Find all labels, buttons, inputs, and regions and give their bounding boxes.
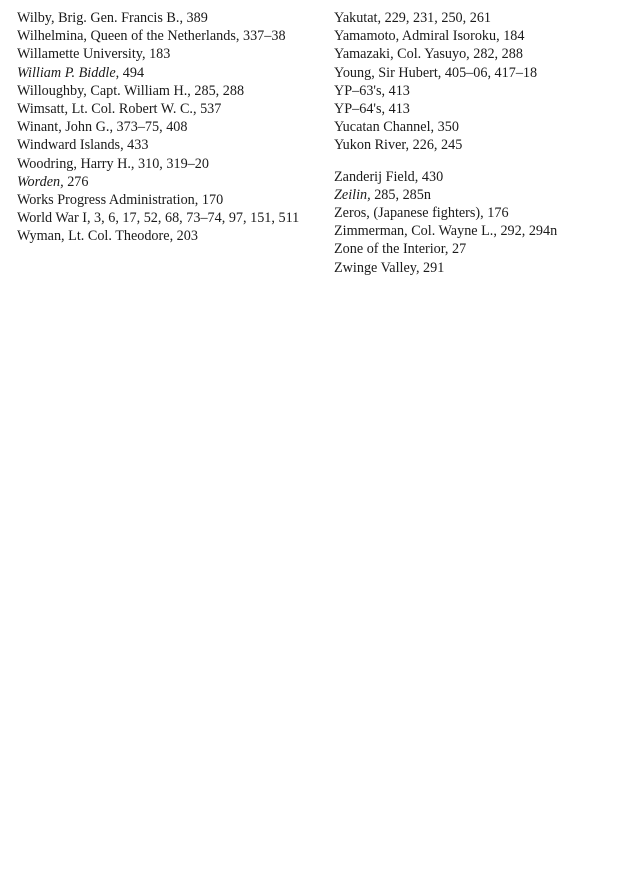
index-page-refs: , 433 xyxy=(120,137,149,154)
index-page-refs: 285, 285n xyxy=(370,186,431,203)
index-column-right xyxy=(334,9,634,277)
index-term: Winant, John G. xyxy=(17,119,110,136)
index-entry xyxy=(17,173,329,191)
index-term: World War I xyxy=(17,210,87,227)
index-entry xyxy=(334,82,634,100)
index-entry xyxy=(334,186,634,204)
index-term: Yakutat xyxy=(334,10,378,26)
index-term: Willamette University xyxy=(17,46,142,63)
index-term: Young, Sir Hubert xyxy=(334,64,438,81)
index-page-refs: , 226, 245 xyxy=(405,137,463,154)
index-entry xyxy=(17,136,329,154)
index-term: Willoughby, Capt. William H. xyxy=(17,82,188,99)
index-entry xyxy=(334,45,634,63)
index-page-refs: 276 xyxy=(63,173,89,190)
index-page-refs: , 291 xyxy=(415,259,445,276)
index-term: Worden, xyxy=(17,173,64,190)
index-page-refs: , 285, 288 xyxy=(187,82,245,99)
index-term: Zanderij Field xyxy=(334,168,415,185)
index-page-refs: , 413 xyxy=(381,82,410,99)
index-entry xyxy=(334,259,634,277)
index-page-refs: , 389 xyxy=(179,10,208,26)
index-entry xyxy=(17,209,329,227)
index-entry xyxy=(17,45,329,63)
index-page-refs: , 184 xyxy=(496,28,525,45)
index-entry xyxy=(334,118,634,136)
index-term: Wyman, Lt. Col. Theodore xyxy=(17,228,170,245)
index-term: William P. Biddle xyxy=(17,64,116,81)
index-term: Wilby, Brig. Gen. Francis B. xyxy=(17,10,180,26)
index-entry xyxy=(17,100,329,118)
index-entry xyxy=(334,204,634,222)
index-term: YP–63's xyxy=(334,82,382,99)
index-entry xyxy=(334,222,634,240)
index-entry xyxy=(334,9,634,27)
index-page-refs: , 337–38 xyxy=(235,28,286,45)
index-entry xyxy=(17,82,329,100)
index-term: Windward Islands xyxy=(17,137,121,154)
index-page-refs: , 430 xyxy=(414,168,444,185)
index-term: YP–64's xyxy=(334,101,382,118)
index-page-refs: , 183 xyxy=(141,46,171,63)
index-entry xyxy=(334,136,634,154)
index-entry xyxy=(17,191,329,209)
index-page-refs: , 282, 288 xyxy=(466,46,523,63)
index-term: Zeilin, xyxy=(334,186,371,203)
index-term: Works Progress Administration xyxy=(17,192,195,209)
index-term: Zone of the Interior xyxy=(334,241,445,258)
index-page-refs: , 494 xyxy=(115,64,145,81)
index-entry xyxy=(17,9,329,27)
index-page-refs: , 176 xyxy=(480,205,509,222)
index-term: Zwinge Valley xyxy=(334,259,416,276)
index-term: Zeros, (Japanese fighters) xyxy=(334,205,481,222)
index-entry xyxy=(334,64,634,82)
index-term: Yukon River xyxy=(334,137,406,154)
letter-group-gap xyxy=(334,155,634,168)
index-entry xyxy=(17,64,329,82)
index-term: Yucatan Channel xyxy=(334,119,431,136)
index-term: Wimsatt, Lt. Col. Robert W. C. xyxy=(17,101,193,118)
index-page-refs: , 27 xyxy=(444,241,467,258)
index-entry xyxy=(334,168,634,186)
index-page-refs: , 203 xyxy=(169,228,198,245)
index-entry xyxy=(17,27,329,45)
index-page-refs: , 537 xyxy=(192,101,222,118)
index-entry xyxy=(334,100,634,118)
index-column-left xyxy=(17,9,329,246)
index-term: Yamamoto, Admiral Isoroku xyxy=(334,28,497,45)
index-page-refs: , 3, 6, 17, 52, 68, 73–74, 97, 151, 511 xyxy=(86,210,300,227)
index-page-refs: , 373–75, 408 xyxy=(109,119,188,136)
index-entry xyxy=(334,240,634,258)
index-entry xyxy=(17,118,329,136)
index-page-refs: , 413 xyxy=(381,101,410,118)
index-entry xyxy=(17,155,329,173)
index-page-refs: , 405–06, 417–18 xyxy=(437,64,538,81)
index-term: Yamazaki, Col. Yasuyo xyxy=(334,46,467,63)
index-page-refs: , 350 xyxy=(430,119,459,136)
index-term: Zimmerman, Col. Wayne L. xyxy=(334,223,494,240)
index-term: Wilhelmina, Queen of the Netherlands xyxy=(17,28,236,45)
index-page-refs: , 170 xyxy=(194,192,224,209)
index-page-refs: , 310, 319–20 xyxy=(130,155,209,172)
index-term: Woodring, Harry H. xyxy=(17,155,131,172)
index-page-refs: , 292, 294n xyxy=(493,223,558,240)
index-page-refs: , 229, 231, 250, 261 xyxy=(377,10,491,26)
index-entry xyxy=(334,27,634,45)
index-entry xyxy=(17,227,329,245)
